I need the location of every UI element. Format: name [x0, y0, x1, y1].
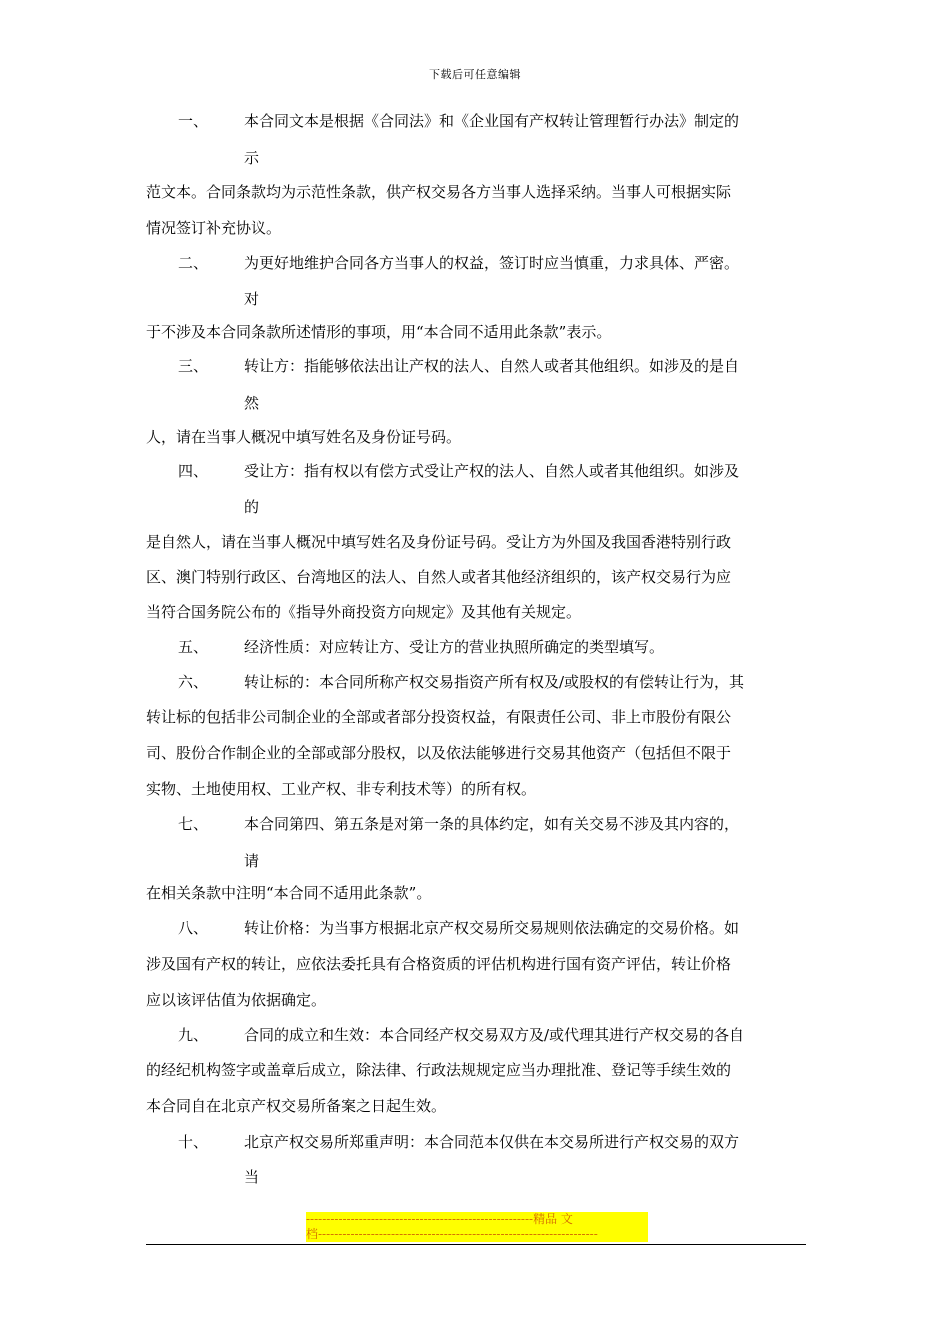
item-wrap-char: 当 [244, 1168, 260, 1186]
item-first-line: 经济性质：对应转让方、受让方的营业执照所确定的类型填写。 [244, 638, 665, 656]
item-text-line: 司、股份合作制企业的全部或部分股权，以及依法能够进行交易其他资产（包括但不限于 [146, 744, 732, 762]
item-number: 八、 [178, 919, 209, 937]
item-wrap-char: 然 [244, 394, 260, 412]
item-text-line: 范文本。合同条款均为示范性条款，供产权交易各方当事人选择采纳。当事人可根据实际 [146, 183, 732, 201]
item-first-line: 本合同文本是根据《合同法》和《企业国有产权转让管理暂行办法》制定的 [244, 112, 740, 130]
item-number: 三、 [178, 357, 209, 375]
footer-watermark [306, 1212, 648, 1242]
item-text-line: 转让标的包括非公司制企业的全部或者部分投资权益，有限责任公司、非上市股份有限公 [146, 708, 732, 726]
page-header: 下载后可任意编辑 [429, 68, 521, 81]
footer-line-1: --------------------------------------------------------精品 文 [306, 1212, 573, 1226]
item-text-line: 于不涉及本合同条款所述情形的事项，用“本合同不适用此条款”表示。 [146, 323, 612, 341]
item-text-line: 本合同自在北京产权交易所备案之日起生效。 [146, 1097, 447, 1115]
item-first-line: 本合同第四、第五条是对第一条的具体约定，如有关交易不涉及其内容的， [244, 815, 740, 833]
item-text-line: 在相关条款中注明“本合同不适用此条款”。 [146, 884, 432, 902]
item-first-line: 为更好地维护合同各方当事人的权益，签订时应当慎重，力求具体、严密。 [244, 254, 740, 272]
item-number: 九、 [178, 1026, 209, 1044]
item-number: 一、 [178, 112, 209, 130]
item-text-line: 涉及国有产权的转让，应依法委托具有合格资质的评估机构进行国有资产评估，转让价格 [146, 955, 732, 973]
footer-divider [146, 1244, 806, 1245]
item-text-line: 的经纪机构签字或盖章后成立，除法律、行政法规规定应当办理批准、登记等手续生效的 [146, 1061, 732, 1079]
item-first-line: 转让价格：为当事方根据北京产权交易所交易规则依法确定的交易价格。如 [244, 919, 740, 937]
item-number: 七、 [178, 815, 209, 833]
item-number: 六、 [178, 673, 209, 691]
item-wrap-char: 请 [244, 852, 260, 870]
item-first-line: 受让方：指有权以有偿方式受让产权的法人、自然人或者其他组织。如涉及 [244, 462, 740, 480]
item-text-line: 应以该评估值为依据确定。 [146, 991, 327, 1009]
item-first-line: 北京产权交易所郑重声明：本合同范本仅供在本交易所进行产权交易的双方 [244, 1133, 740, 1151]
footer-line-2: 档--------------------------------------------------------------------- [306, 1227, 598, 1241]
item-number: 二、 [178, 254, 209, 272]
item-number: 十、 [178, 1133, 209, 1151]
item-first-line: 转让标的：本合同所称产权交易指资产所有权及/或股权的有偿转让行为，其 [244, 673, 745, 691]
item-wrap-char: 示 [244, 149, 260, 167]
item-text-line: 当符合国务院公布的《指导外商投资方向规定》及其他有关规定。 [146, 603, 582, 621]
item-text-line: 情况签订补充协议。 [146, 219, 282, 237]
item-wrap-char: 对 [244, 290, 260, 308]
item-number: 五、 [178, 638, 209, 656]
item-first-line: 转让方：指能够依法出让产权的法人、自然人或者其他组织。如涉及的是自 [244, 357, 740, 375]
item-text-line: 实物、土地使用权、工业产权、非专利技术等）的所有权。 [146, 780, 537, 798]
item-number: 四、 [178, 462, 209, 480]
item-text-line: 是自然人，请在当事人概况中填写姓名及身份证号码。受让方为外国及我国香港特别行政 [146, 533, 732, 551]
item-text-line: 区、澳门特别行政区、台湾地区的法人、自然人或者其他经济组织的，该产权交易行为应 [146, 568, 732, 586]
item-text-line: 人，请在当事人概况中填写姓名及身份证号码。 [146, 428, 462, 446]
item-first-line: 合同的成立和生效：本合同经产权交易双方及/或代理其进行产权交易的各自 [244, 1026, 745, 1044]
item-wrap-char: 的 [244, 498, 260, 516]
